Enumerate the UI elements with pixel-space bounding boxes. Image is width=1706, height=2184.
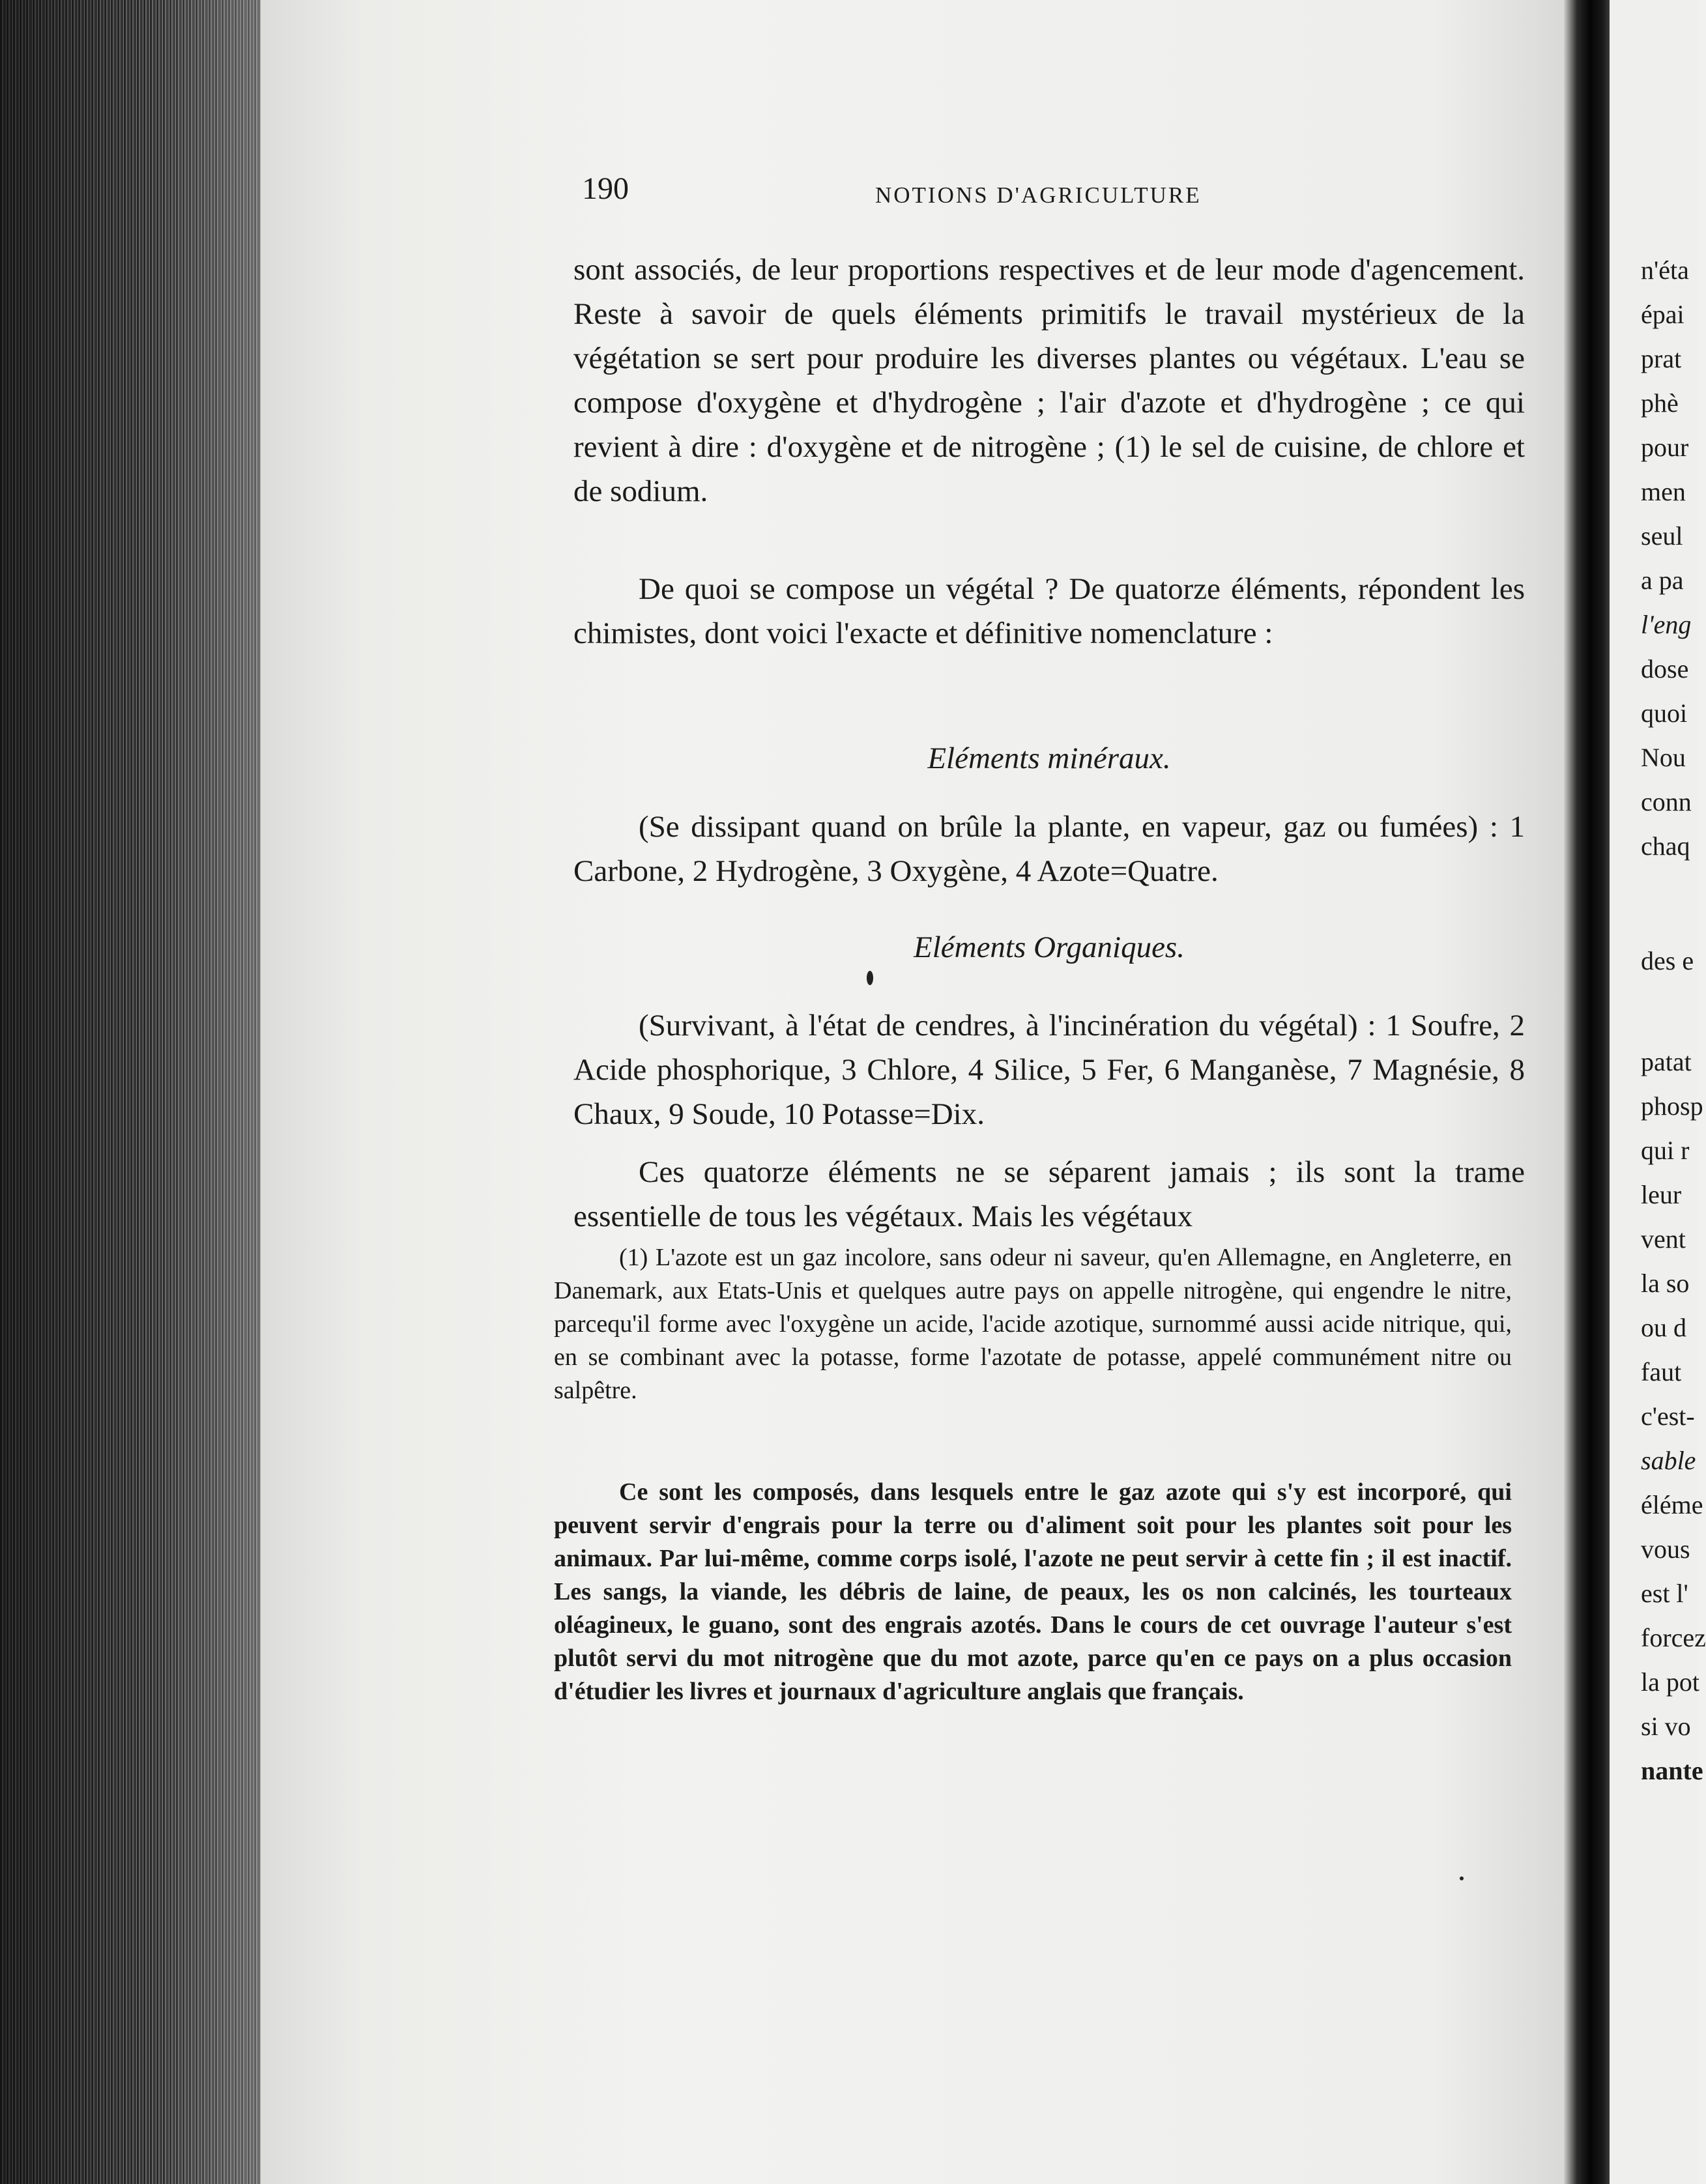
running-head: NOTIONS D'AGRICULTURE [875,182,1202,208]
paragraph-3-text: (Se dissipant quand on brûle la plante, en vapeur, gaz ou fumées) : 1 Carbone, 2 Hydrogène, 3 Oxygène, 4 Azote=Quatre. [573,810,1525,888]
paragraph-4-text: (Survivant, à l'état de cendres, à l'incinération du végétal) : 1 Soufre, 2 Acide phosphorique, 3 Chlore, 4 Silice, 5 Fer, 6 Manganèse, 7 Magnésie, 8 Chaux, 9 Soude, 10 Potasse=Dix. [573,1009,1525,1131]
facing-page-fragment: leur [1641,1180,1682,1209]
section-heading-mineraux: Eléments minéraux. [927,741,1171,775]
page-number: 190 [582,171,629,206]
paragraph-1 [573,248,1525,513]
facing-page-fragment: c'est- [1641,1401,1695,1431]
page-header [582,171,1697,210]
facing-page-fragment: forcez [1641,1623,1706,1652]
facing-page-fragment: sable [1641,1446,1696,1475]
print-speck [867,971,873,985]
facing-page [1610,0,1706,2184]
facing-page-fragment: nante [1641,1756,1703,1785]
facing-page-fragment: si vo [1641,1712,1691,1741]
facing-page-fragment: chaq [1641,831,1690,861]
facing-page-fragment: men [1641,477,1686,506]
facing-page-fragment: prat [1641,344,1682,373]
paragraph-5-text: Ces quatorze éléments ne se séparent jamais ; ils sont la trame essentielle de tous les végétaux. Mais les végétaux [573,1155,1525,1233]
paragraph-2 [573,567,1525,655]
facing-page-fragment: faut [1641,1357,1682,1387]
facing-page-fragment: conn [1641,787,1692,816]
facing-page-fragment: quoi [1641,698,1688,728]
facing-page-fragment: vent [1641,1224,1686,1254]
facing-page-fragment: phosp [1641,1091,1703,1121]
print-speck [1460,1876,1464,1880]
facing-page-fragment: phè [1641,388,1679,418]
facing-page-fragment: des e [1641,946,1694,975]
facing-page-fragment: la pot [1641,1667,1699,1697]
edge-shadow [0,0,261,2184]
paragraph-4 [573,1003,1525,1136]
paragraph-3 [573,805,1525,893]
footnote-2 [554,1476,1512,1708]
book-gutter [1564,0,1610,2184]
facing-page-fragment: ou d [1641,1313,1686,1342]
section-heading-organiques: Eléments Organiques. [914,930,1185,964]
facing-page-fragment: dose [1641,654,1689,683]
facing-page-fragment: est l' [1641,1579,1688,1608]
paragraph-2-text: De quoi se compose un végétal ? De quatorze éléments, répondent les chimistes, dont voici l'exacte et définitive nomenclature : [573,572,1525,650]
facing-page-fragment: la so [1641,1269,1690,1298]
facing-page-fragment: l'eng [1641,610,1692,639]
facing-page-fragment: n'éta [1641,255,1689,285]
paragraph-1-text: sont associés, de leur proportions respectives et de leur mode d'agencement. Reste à savoir de quels éléments primitifs le travail mystérieux de la végétation se sert pour produire les diverses plantes ou végétaux. L'eau se compose d'oxygène et d'hydrogène ; l'air d'azote et d'hydrogène ; ce qui revient à dire : d'oxygène et de nitrogène ; (1) le sel de cuisine, de chlore et de sodium. [573,253,1525,508]
facing-page-fragment: patat [1641,1047,1692,1076]
facing-page-fragment: Nou [1641,743,1686,772]
footnote-2-text: Ce sont les composés, dans lesquels entre le gaz azote qui s'y est incorporé, qui peuvent servir d'engrais pour la terre ou d'aliment soit pour les plantes soit pour les animaux. Par lui-même, comme corps isolé, l'azote ne peut servir à cette fin ; il est inactif. Les sangs, la viande, les débris de laine, de peaux, les os non calcinés, les tourteaux oléagineux, le guano, sont des engrais azotés. Dans le cours de cet ouvrage l'auteur s'est plutôt servi du mot nitrogène que du mot azote, parce qu'en ce pays on a plus occasion d'étudier les livres et journaux d'agriculture anglais que français. [554,1478,1512,1705]
facing-page-fragment: a pa [1641,566,1684,595]
facing-page-fragment: seul [1641,521,1683,551]
facing-page-fragment: éléme [1641,1490,1703,1519]
footnote-1 [554,1241,1512,1407]
facing-page-fragment: épai [1641,300,1684,329]
facing-page-fragment: pour [1641,433,1689,462]
facing-page-fragment: vous [1641,1534,1690,1564]
facing-page-fragment: qui r [1641,1136,1690,1165]
paragraph-5 [573,1150,1525,1239]
footnote-1-text: (1) L'azote est un gaz incolore, sans odeur ni saveur, qu'en Allemagne, en Angleterre, en Danemark, aux Etats-Unis et quelques autre pays on appelle nitrogène, qui engendre le nitre, parcequ'il forme avec l'oxygène un acide, l'acide azotique, surnommé aussi acide nitrique, qui, en se combinant avec la potasse, forme l'azotate de potasse, appelé communément nitre ou salpêtre. [554,1244,1512,1404]
